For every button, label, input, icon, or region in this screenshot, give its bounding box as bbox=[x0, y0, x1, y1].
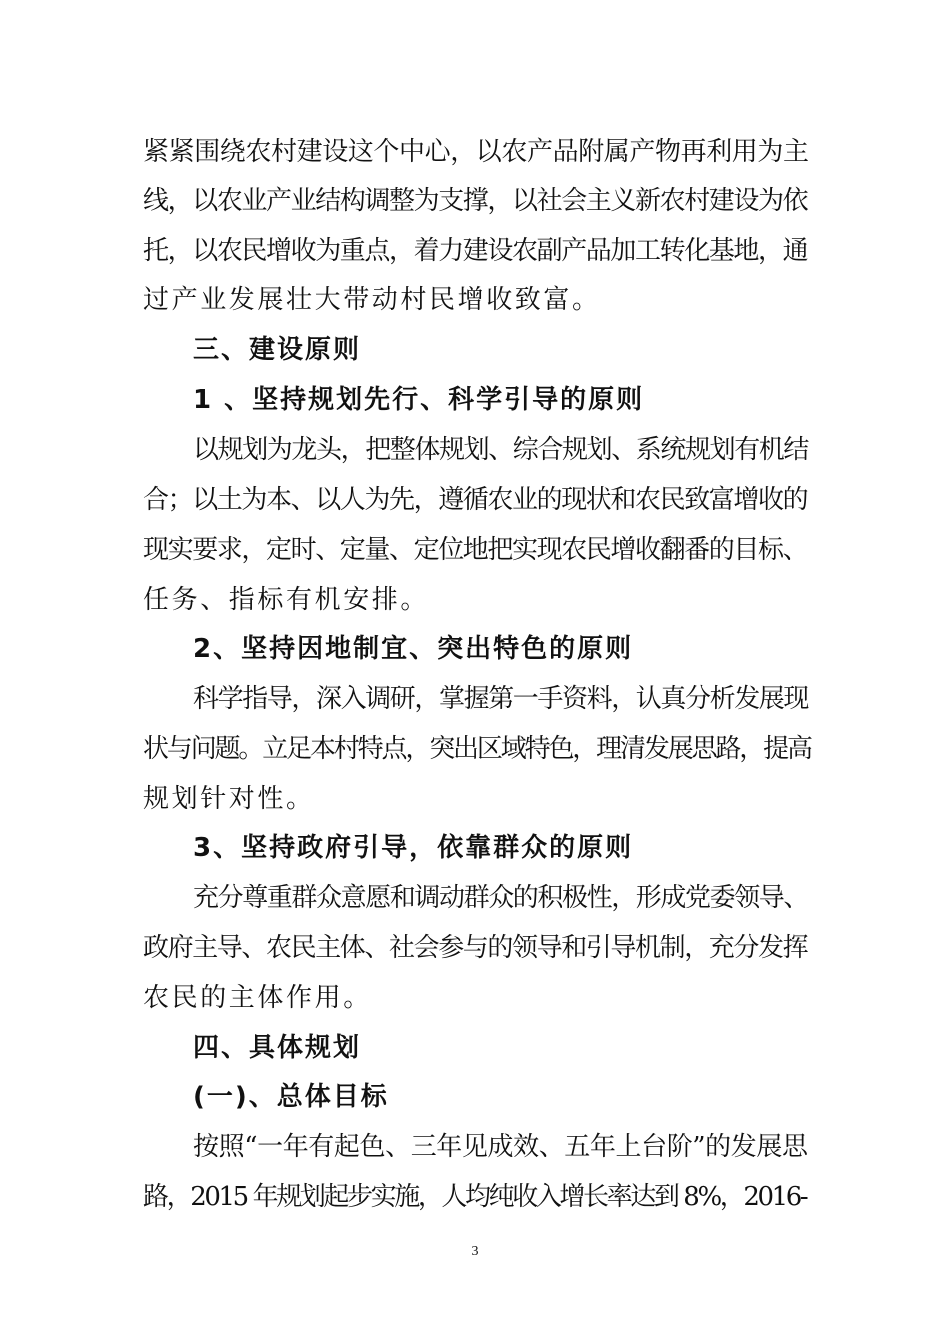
paragraph-line: 以规划为龙头，把整体规划、综合规划、系统规划有机结 bbox=[193, 435, 809, 465]
paragraph-line: 状与问题。立足本村特点，突出区域特色，理清发展思路，提高 bbox=[143, 734, 811, 764]
paragraph-line: 路，2015 年规划起步实施，人均纯收入增长率达到 8%，2016- bbox=[143, 1182, 807, 1212]
paragraph-line: 充分尊重群众意愿和调动群众的积极性，形成党委领导、 bbox=[193, 883, 809, 913]
paragraph-line: 过产业发展壮大带动村民增收致富。 bbox=[143, 285, 601, 315]
section-heading: 三、建设原则 bbox=[193, 335, 362, 365]
principle-heading: 3、坚持政府引导，依靠群众的原则 bbox=[193, 833, 634, 863]
paragraph-line: 托，以农民增收为重点，着力建设农副产品加工转化基地，通 bbox=[143, 236, 808, 266]
paragraph-line: 农民的主体作用。 bbox=[143, 983, 372, 1013]
paragraph-line: 线，以农业产业结构调整为支撑，以社会主义新农村建设为依 bbox=[143, 186, 808, 216]
paragraph-line: 合；以土为本、以人为先，遵循农业的现状和农民致富增收的 bbox=[143, 485, 808, 515]
principle-heading: 1 、坚持规划先行、科学引导的原则 bbox=[193, 385, 645, 415]
paragraph-line: 科学指导，深入调研，掌握第一手资料，认真分析发展现 bbox=[193, 684, 809, 714]
section-heading: 四、具体规划 bbox=[193, 1033, 362, 1063]
paragraph-line: 按照“一年有起色、三年见成效、五年上台阶”的发展思 bbox=[193, 1132, 808, 1162]
subsection-heading: (一)、总体目标 bbox=[193, 1082, 389, 1112]
paragraph-line: 紧紧围绕农村建设这个中心，以农产品附属产物再利用为主 bbox=[143, 137, 809, 167]
paragraph-line: 任务、指标有机安排。 bbox=[143, 585, 430, 615]
paragraph-line: 现实要求，定时、定量、定位地把实现农民增收翻番的目标、 bbox=[143, 535, 808, 565]
paragraph-line: 政府主导、农民主体、社会参与的领导和引导机制，充分发挥 bbox=[143, 933, 808, 963]
page-number: 3 bbox=[471, 1244, 479, 1259]
paragraph-line: 规划针对性。 bbox=[143, 784, 315, 814]
principle-heading: 2、坚持因地制宜、突出特色的原则 bbox=[193, 634, 634, 664]
